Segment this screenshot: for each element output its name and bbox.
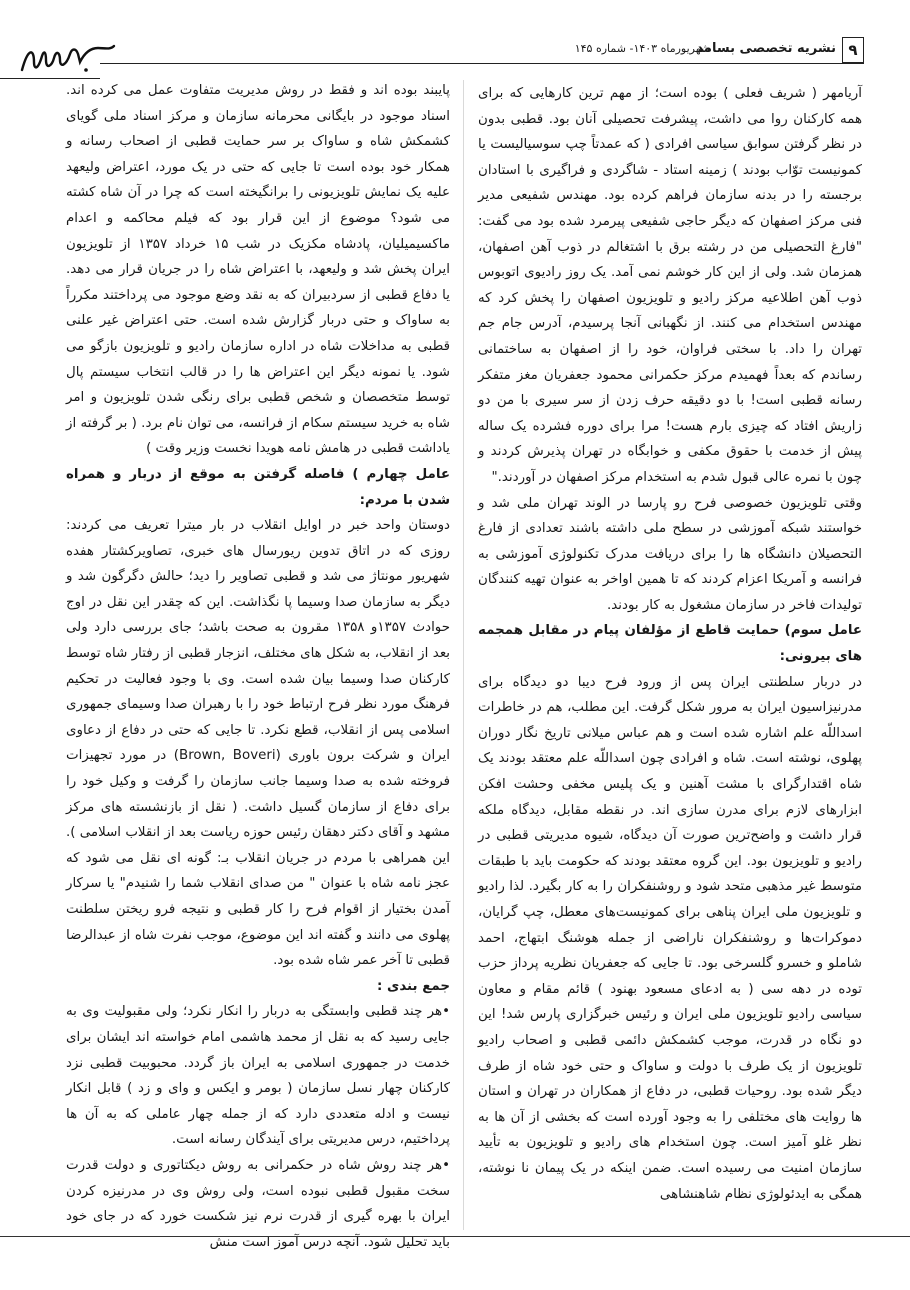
section-heading (478, 618, 862, 669)
publication-title: نشریه تخصصی بسامد (696, 41, 836, 56)
paragraph: پایبند بوده اند و فقط در روش مدیریت متفاوت عمل می کرده اند. اسناد موجود در بایگانی محرمانه سازمان و مرکز اسناد ملی گویای کشمکش شاه و ساواک بر سر حمایت قطبی از اصحاب رسانه و همکار خود بوده است تا جایی که حتی در یک مورد، اعتراض ولیعهد علیه یک نمایش تلویزیونی را برانگیخته است که چرا در آن شاه کشته می شود؟ موضوع از این قرار بود که فیلم محاکمه و اعدام ماکسیمیلیان، پادشاه مکزیک در شب ۱۵ خرداد ۱۳۵۷ از تلویزیون ایران پخش شد و ولیعهد، با اعتراض شاه را در جریان قرار می دهد. یا دفاع قطبی از سردبیران که به نقد وضع موجود می پرداختند مکرراً به ساواک و حتی دربار گزارش شده است. حتی اعتراض غیر علنی قطبی به مداخلات شاه در اداره سازمان رادیو و تلویزیون بازگو می شود. یا نمونه دیگر این اعتراض ها را در قالب انتخاب سیستم پال توسط متخصصان و شخص قطبی برای رنگی شدن تلویزیون و امر شاه به خرید سیستم سکام از فرانسه، می توان نام برد. ( بر گرفته از یاداشت قطبی در هامش نامه هویدا نخست وزیر وقت ) (66, 83, 451, 457)
footer-rule (0, 1236, 910, 1237)
bullet-paragraph: •هر چند قطبی وابستگی به دربار را انکار نکرد؛ ولی مقبولیت وی به جایی رسید که به نقل از محمد هاشمی امام خواسته اند ایشان برای خدمت در جمهوری اسلامی به ایران باز گردد. محبوبیت قطبی نزد کارکنان چهار نسل سازمان ( بومر و ایکس و وای و زد ) قابل انکار نیست و ادله متعددی دارد که از جمله چهار عاملی که به آن ها پرداختیم، درس مدیریتی برای آیندگان رسانه است. (66, 1004, 450, 1148)
page-number: ۹ (842, 37, 864, 63)
paragraph: آریامهر ( شریف فعلی ) بوده است؛ از مهم ترین کارهایی که برای همه کارکنان روا می داشت، پیشرفت تحصیلی آنان بود. قطبی بدون در نظر گرفتن سوابق سیاسی افرادی ( که عمدتاً چپ سوسیالیست یا کمونیست توّاب بودند ) زمینه استاد - شاگردی و فراگیری با استادان برجسته را در بدنه سازمان فراهم کرده بود. مهندس شفیعی مدیر فنی مرکز اصفهان که دیگر حاجی شفیعی پیرمرد شده بود می گفت: "فارغ التحصیلی من در رشته برق با اشتغالم در ذوب آهن اصفهان، همزمان شد. ولی از این کار خوشم نمی آمد. یک روز رادیوی اتوبوس ذوب آهن اطلاعیه مرکز رادیو و تلویزیون اصفهان را پخش کرد که مهندس استخدام می کنند. از نگهبانی آنجا پرسیدم، آدرس جام جم تهران را داد. با سختی فراوان، خود را از اصفهان به ساختمانی رساندم که بعداً فهمیدم مرکز حکمرانی محمود جعفریان مغز متفکر رسانه قطبی است! با دو دقیقه حرف زدن از سر سیری با من دو زاریش افتاد که چیزی بارم هست! مرا برای دوره فشرده یک ساله پیش از خدمت با حقوق مکفی و خوابگاه در تهران پذیرش کردند و چون با نمره عالی قبول شدم به استخدام مرکز اصفهان در آوردند." (478, 86, 862, 485)
heading-text: جمع بندی : (377, 978, 450, 994)
bassamad-logo-icon (20, 40, 116, 80)
issue-info: شهریورماه ۱۴۰۳- شماره ۱۴۵ (574, 42, 710, 55)
paragraph: وقتی تلویزیون خصوصی فرح رو پارسا در الوند تهران ملی شد و خواستند شبکه آموزشی در سطح ملی داشته باشند تعدادی از فارغ التحصیلان دانشگاه ها را برای دریافت مدرک تکنولوژی آموزشی به فرانسه و آمریکا اعزام کردند که تا همین اواخر به عنوان تهیه کنندگان تولیدات فاخر در سازمان مشغول به کار بودند. (478, 495, 862, 613)
right-column (478, 81, 862, 1207)
header-rule (100, 63, 864, 64)
column-divider (463, 80, 464, 1230)
paragraph: در دربار سلطنتی ایران پس از ورود فرح دیبا دو دیدگاه برای مدرنیزاسیون ایران به مرور شکل گرفت. این مطلب، هم در خاطرات اسداللّه علم اشاره شده است و هم عباس میلانی تاریخ نگار دوران پهلوی، نوشته است. شاه و افرادی چون اسداللّه علم معتقد بودند یک شاه اقتدارگرای با مشت آهنین و یک پلیس مخفی وحشت افکن ابزارهای لازم برای مدرن سازی اند. در نقطه مقابل، دیدگاه ملکه قرار داشت و واضح‌ترین صورت آن دیدگاه، شیوه مدیریتی قطبی در رادیو و تلویزیون بود. این گروه معتقد بودند که حکومت باید با طبقات متوسط غیر مذهبی متحد شود و روشنفکران را به کار بگیرد. لذا رادیو و تلویزیون ملی ایران پناهی برای کمونیست‌های معطل، چپ گرایان، دموکرات‌ها و روشنفکران ناراضی از جمله هوشنگ ابتهاج، احمد شاملو و خسرو گلسرخی بود. تا جایی که جعفریان نظریه پرداز حزب توده در دهه سی ( به ادعای مسعود بهنود ) قائم مقام و معاون سیاسی رادیو تلویزیون ملی ایران و رئیس خبرگزاری پارس شد! این دو نگاه در قدرت، موجب کشمکش دائمی قطبی و اصحاب رادیو تلویزیون از یک طرف با دولت و ساواک و حتی خود شاه از طرف دیگر شده بود. روحیات قطبی، در دفاع از همکاران در تهران و استان ها روایت های مختلفی را به وجود آورده است که بخشی از آن ها به نظر غلو آمیز است. چون استخدام های رادیو و تلویزیون به تأیید سازمان امنیت می رسیده است. ضمن اینکه در یک پیمان نا نوشته، همگی به ایدئولوژی نظام شاهنشاهی (478, 674, 862, 1202)
section-heading (66, 462, 450, 513)
bullet-paragraph: •هر چند روش شاه در حکمرانی به روش دیکتاتوری و دولت قدرت سخت مقبول قطبی نبوده است، ولی روش وی در مدرنیزه کردن ایران با بهره گیری از قدرت نرم نیز شکست خورد که در جای خود باید تحلیل شود. آنچه درس آموز است منش (66, 1157, 450, 1250)
paragraph: دوستان واحد خبر در اوایل انقلاب در بار میترا تعریف می کردند: روزی که در اتاق تدوین ریورسال های خبری، تصاویرکشتار هفده شهریور مونتاژ می شد و قطبی تصاویر را دید؛ حالش دگرگون شد و دیگر به سازمان صدا وسیما پا نگذاشت. این که چقدر این نقل در اوج حوادث ۱۳۵۷و ۱۳۵۸ مقرون به صحت باشد؛ جای بررسی دارد ولی بعد از انقلاب، به شکل های مختلف، انزجار قطبی از رفتار شاه توسط کارکنان صدا وسیما بیان شده است. وی با وجود فعالیت در تحکیم فرهنگ مورد نظر فرح ارتباط خود را با رهبران صدا وسیمای جمهوری اسلامی پس از انقلاب، قطع نکرد. تا جایی که حتی در دفاع از دعاوی ایران و شرکت برون باوری (Brown, Boveri) در مورد تجهیزات فروخته شده به صدا وسیما جانب سازمان را گرفت و وکیل خود را برای دفاع از سازمان گسیل داشت. ( نقل از بازنشسته های مرکز مشهد و آقای دکتر دهقان رئیس حوزه ریاست بعد از انقلاب اسلامی ). این همراهی با مردم در جریان انقلاب بـ: گونه ای نقل می شود که عجز نامه شاه با عنوان " من صدای انقلاب شما را شنیدم" یا سرکار آمدن بختیار از اقوام فرح را کار قطبی و نتیجه فرو ریختن سلطنت پهلوی می دانند و گفته اند این موضوع، موجب نفرت شاه از عبدالرضا قطبی تا آخر عمر شاه شده بود. (66, 518, 451, 969)
left-column (66, 78, 450, 1255)
page-header (0, 0, 910, 78)
section-heading (66, 974, 450, 1000)
heading-text: عامل چهارم ) فاصله گرفتن به موقع از دربار و همراه شدن با مردم: (66, 466, 450, 508)
heading-text: عامل سوم) حمایت قاطع از مؤلفان پیام در مقابل همجمه های بیرونی: (478, 623, 862, 665)
